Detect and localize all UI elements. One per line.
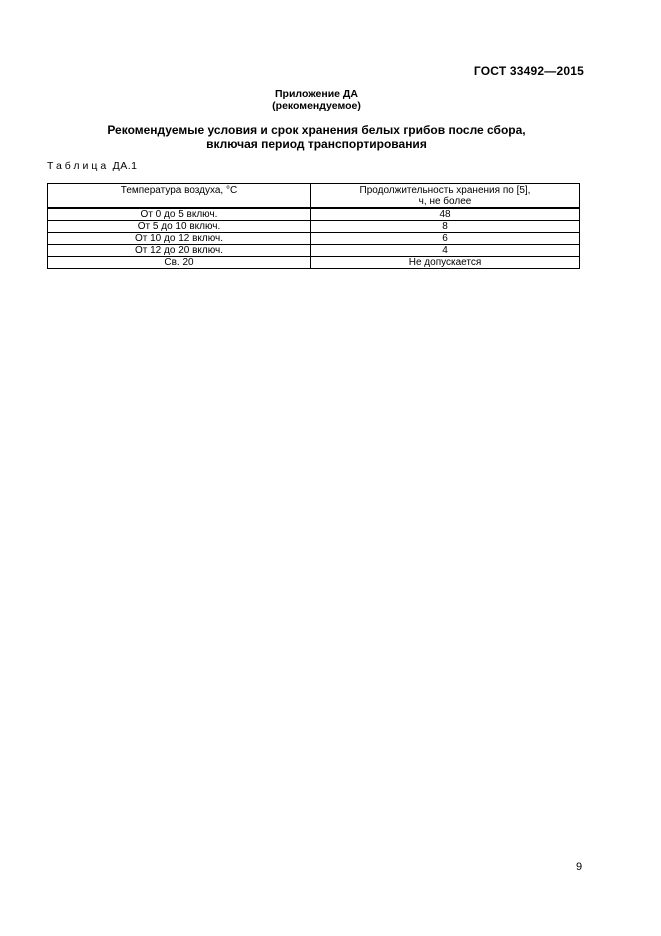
table-row: [48, 257, 580, 269]
duration-cell: Не допускается: [311, 257, 580, 269]
table-caption-prefix: Таблица: [47, 160, 110, 172]
column-header-duration: [311, 184, 580, 209]
table-row: [48, 233, 580, 245]
duration-cell: 8: [311, 221, 580, 233]
table-header-row: [48, 184, 580, 209]
table-caption: [47, 160, 137, 172]
storage-conditions-table: [47, 183, 580, 269]
section-title-line-2: включая период транспортирования: [206, 137, 427, 151]
section-heading: [0, 123, 633, 151]
temperature-cell: От 10 до 12 включ.: [48, 233, 311, 245]
table-row: [48, 245, 580, 257]
duration-cell: 48: [311, 208, 580, 221]
table-row: [48, 208, 580, 221]
section-title-line-1: Рекомендуемые условия и срок хранения белых грибов после сбора,: [107, 123, 526, 137]
annex-title: Приложение ДА: [275, 88, 358, 100]
table-row: [48, 221, 580, 233]
duration-cell: 6: [311, 233, 580, 245]
annex-subtitle: (рекомендуемое): [272, 100, 361, 112]
temperature-cell: От 5 до 10 включ.: [48, 221, 311, 233]
column-header-duration-line-1: Продолжительность хранения по [5],: [359, 185, 531, 196]
column-header-duration-line-2: ч, не более: [418, 196, 472, 207]
table-header: [48, 184, 580, 209]
table-caption-number: ДА.1: [112, 160, 138, 172]
column-header-temperature: Температура воздуха, °С: [48, 184, 311, 209]
temperature-cell: Св. 20: [48, 257, 311, 269]
page-number: 9: [576, 861, 583, 873]
temperature-cell: От 12 до 20 включ.: [48, 245, 311, 257]
temperature-cell: От 0 до 5 включ.: [48, 208, 311, 221]
annex-heading: [0, 88, 633, 112]
duration-cell: 4: [311, 245, 580, 257]
table-body: [48, 208, 580, 269]
document-code: ГОСТ 33492—2015: [473, 64, 584, 78]
